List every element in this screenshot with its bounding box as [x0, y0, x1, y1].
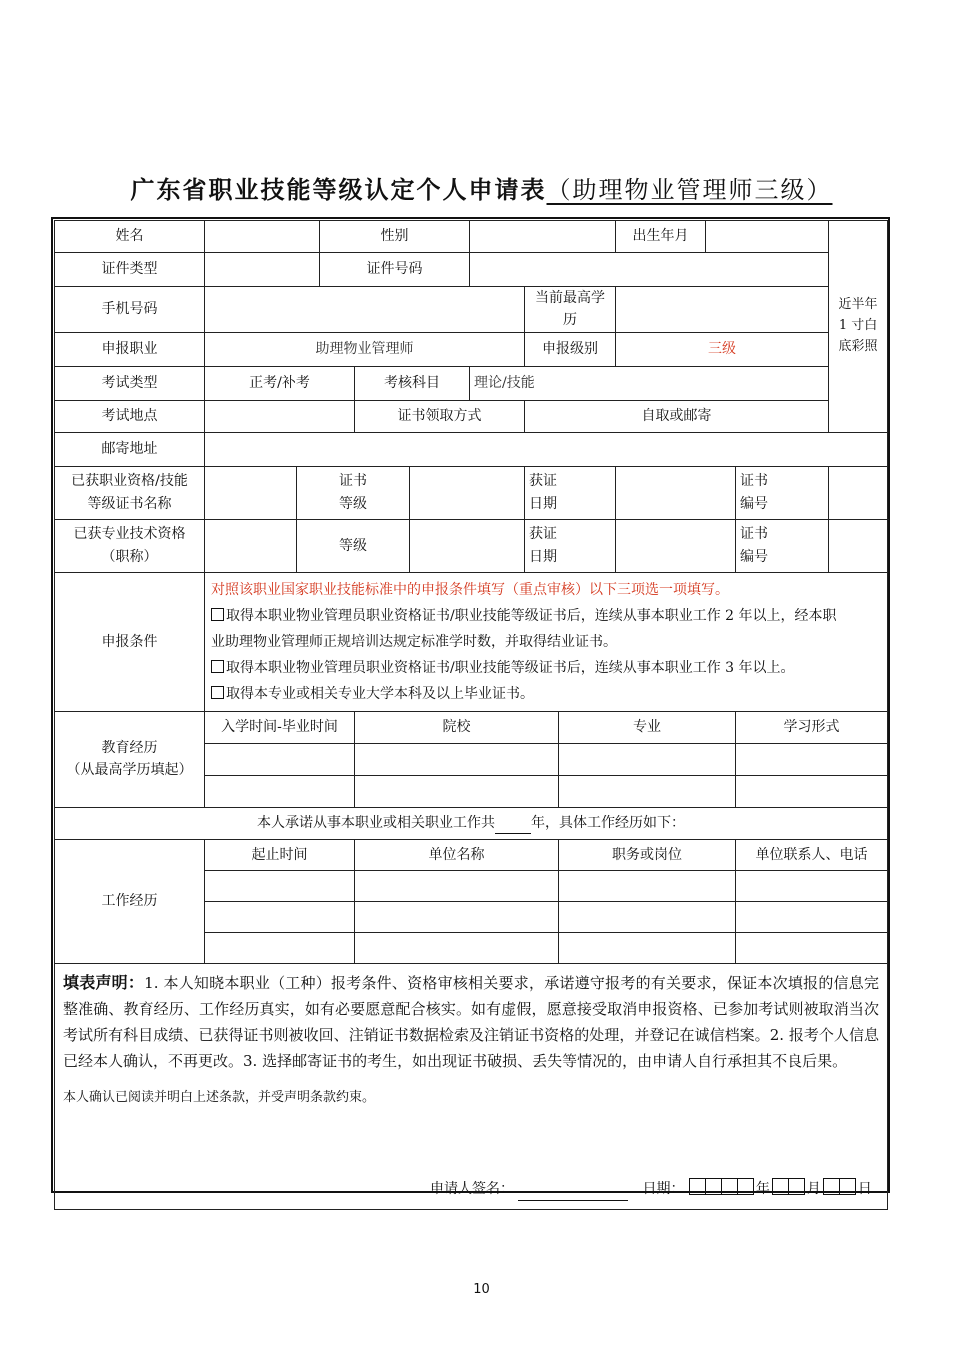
cert-method-value[interactable]: 自取或邮寄 [525, 400, 829, 432]
vocational-cert-label-line1: 已获职业资格/技能 [71, 473, 188, 490]
education-header-school: 院校 [355, 711, 559, 743]
title-subtitle: （助理物业管理师三级） [546, 176, 833, 204]
exam-place-input[interactable] [205, 400, 355, 432]
work-header-position: 职务或岗位 [559, 839, 736, 870]
professional-title-label-line2: （职称） [101, 548, 158, 565]
month-digit-box[interactable] [772, 1178, 789, 1195]
vocational-cert-number-input[interactable] [829, 466, 888, 519]
level-label-text: 等级 [339, 495, 367, 512]
work-row-1-period[interactable] [205, 870, 355, 901]
id-number-label: 证件号码 [320, 253, 470, 287]
declaration-section [55, 963, 888, 1209]
education-history-label [55, 711, 205, 807]
professional-title-label [55, 519, 205, 572]
checkbox-icon[interactable] [211, 686, 224, 699]
conditions-content [205, 572, 888, 711]
day-label: 日 [857, 1181, 872, 1198]
work-header-contact: 单位联系人、电话 [736, 839, 888, 870]
professional-level-label: 等级 [297, 519, 410, 572]
occupation-value[interactable]: 助理物业管理师 [205, 332, 525, 366]
conditions-note: 对照该职业国家职业技能标准中的申报条件填写（重点审核）以下三项选一项填写。 [211, 581, 729, 598]
date-label-text: 日期 [529, 548, 558, 565]
vocational-cert-level-input[interactable] [410, 466, 525, 519]
vocational-cert-label-line2: 等级证书名称 [87, 495, 172, 512]
subject-label: 考核科目 [355, 366, 470, 400]
mobile-input[interactable] [205, 287, 525, 333]
work-row-2-employer[interactable] [355, 901, 559, 932]
education-header-mode: 学习形式 [736, 711, 888, 743]
vocational-cert-label [55, 466, 205, 519]
professional-title-label-line1: 已获专业技术资格 [73, 526, 186, 543]
professional-date-label [525, 519, 616, 572]
declaration-confirm: 本人确认已阅读并明白上述条款，并受声明条款约束。 [63, 1089, 376, 1105]
education-row-1-major[interactable] [559, 743, 736, 775]
signature-input[interactable] [518, 1184, 628, 1201]
education-history-label-line1: 教育经历 [101, 739, 158, 756]
work-row-3-contact[interactable] [736, 932, 888, 963]
level-value[interactable]: 三级 [616, 332, 829, 366]
declaration-body: 1. 本人知晓本职业（工种）报考条件、资格审核相关要求，承诺遵守报考的有关要求，保证本次填报的信息完整准确、教育经历、工作经历真实，如有必要愿意配合核实。如有虚假，愿意接受取消申报资格、已参加考试则被取消当次考试所有科目成绩、已获得证书则被收回、注销证书数据检索及注销证书资格的处理，并登记在诚信档案。2. 报考个人信息已经本人确认，不再更改。3. 选择邮寄证书的考生，如出现证书破损、丢失等情况的，由申请人自行承担其不良后果。 [63, 973, 880, 1070]
checkbox-icon[interactable] [211, 660, 224, 673]
id-type-label: 证件类型 [55, 253, 205, 287]
work-row-1-contact[interactable] [736, 870, 888, 901]
work-row-3-period[interactable] [205, 932, 355, 963]
cert-label-text: 证书 [740, 473, 769, 490]
condition-option-1[interactable] [211, 603, 881, 629]
education-row-1-school[interactable] [355, 743, 559, 775]
month-digit-box[interactable] [788, 1178, 805, 1195]
day-digit-box[interactable] [823, 1178, 840, 1195]
get-label-text: 获证 [529, 526, 558, 543]
commitment-text-before: 本人承诺从事本职业或相关职业工作共 [257, 815, 495, 832]
mail-address-input[interactable] [205, 432, 888, 466]
photo-box[interactable] [829, 221, 888, 433]
exam-place-label: 考试地点 [55, 400, 205, 432]
work-header-period: 起止时间 [205, 839, 355, 870]
vocational-cert-number-label [736, 466, 829, 519]
education-row-2-mode[interactable] [736, 775, 888, 807]
work-history-label: 工作经历 [55, 839, 205, 963]
exam-type-label: 考试类型 [55, 366, 205, 400]
work-row-3-position[interactable] [559, 932, 736, 963]
work-row-2-position[interactable] [559, 901, 736, 932]
professional-number-input[interactable] [829, 519, 888, 572]
work-row-1-employer[interactable] [355, 870, 559, 901]
condition-option-1-text-b: 业助理物业管理师正规培训达规定标准学时数，并取得结业证书。 [211, 633, 617, 650]
education-level-label: 当前最高学历 [525, 287, 616, 333]
professional-level-input[interactable] [410, 519, 525, 572]
education-level-input[interactable] [616, 287, 829, 333]
education-row-2-period[interactable] [205, 775, 355, 807]
subject-value[interactable]: 理论/技能 [470, 366, 829, 400]
work-years-commitment [55, 807, 888, 839]
work-years-input[interactable] [495, 819, 531, 834]
education-header-period: 入学时间-毕业时间 [205, 711, 355, 743]
birth-label: 出生年月 [616, 221, 706, 253]
id-type-input[interactable] [205, 253, 320, 287]
page-number: 10 [473, 1282, 490, 1297]
cert-label-text: 证书 [339, 473, 367, 490]
education-row-1-mode[interactable] [736, 743, 888, 775]
cert-method-label: 证书领取方式 [355, 400, 525, 432]
professional-number-label [736, 519, 829, 572]
photo-label: 近半年 1 寸白底彩照 [838, 297, 878, 354]
form-title [0, 170, 963, 205]
year-label: 年 [755, 1181, 770, 1198]
vocational-cert-date-label [525, 466, 616, 519]
date-label: 日期： [642, 1181, 685, 1198]
work-row-2-period[interactable] [205, 901, 355, 932]
name-input[interactable] [205, 221, 320, 253]
name-label: 姓名 [55, 221, 205, 253]
declaration-heading: 填表声明： [63, 972, 145, 992]
number-label-text: 编号 [740, 548, 769, 565]
vocational-cert-level-label [297, 466, 410, 519]
condition-option-3[interactable] [211, 681, 881, 707]
commitment-text-after: 年，具体工作经历如下： [531, 815, 685, 832]
exam-type-value[interactable]: 正考/补考 [205, 366, 355, 400]
birth-input[interactable] [706, 221, 829, 253]
condition-option-2-text: 取得本职业物业管理员职业资格证书/职业技能等级证书后，连续从事本职业工作 3 年以上。 [226, 659, 795, 676]
day-digit-box[interactable] [839, 1178, 856, 1195]
condition-option-2[interactable] [211, 655, 881, 681]
id-number-input[interactable] [470, 253, 829, 287]
condition-option-1-text-a: 取得本职业物业管理员职业资格证书/职业技能等级证书后，连续从事本职业工作 2 年以上，经本职 [226, 607, 837, 624]
education-row-1-period[interactable] [205, 743, 355, 775]
mail-address-label: 邮寄地址 [55, 432, 205, 466]
year-digit-box[interactable] [689, 1178, 706, 1195]
work-row-2-contact[interactable] [736, 901, 888, 932]
conditions-label: 申报条件 [55, 572, 205, 711]
education-row-2-school[interactable] [355, 775, 559, 807]
year-digit-box[interactable] [705, 1178, 722, 1195]
get-label-text: 获证 [529, 473, 558, 490]
year-digit-box[interactable] [721, 1178, 738, 1195]
signature-label: 申请人签名： [430, 1181, 514, 1198]
date-label-text: 日期 [529, 495, 558, 512]
vocational-cert-name-input[interactable] [205, 466, 297, 519]
professional-date-input[interactable] [616, 519, 736, 572]
number-label-text: 编号 [740, 495, 769, 512]
work-header-employer: 单位名称 [355, 839, 559, 870]
occupation-label: 申报职业 [55, 332, 205, 366]
checkbox-icon[interactable] [211, 608, 224, 621]
education-header-major: 专业 [559, 711, 736, 743]
signature-row [430, 1178, 872, 1200]
condition-option-3-text: 取得本专业或相关专业大学本科及以上毕业证书。 [226, 685, 534, 702]
year-digit-box[interactable] [737, 1178, 754, 1195]
vocational-cert-date-input[interactable] [616, 466, 736, 519]
work-row-1-position[interactable] [559, 870, 736, 901]
title-main: 广东省职业技能等级认定个人申请表 [130, 175, 547, 204]
gender-input[interactable] [470, 221, 616, 253]
level-label: 申报级别 [525, 332, 616, 366]
application-form-table [54, 220, 888, 1210]
education-row-2-major[interactable] [559, 775, 736, 807]
education-history-label-line2: （从最高学历填起） [66, 762, 193, 779]
work-row-3-employer[interactable] [355, 932, 559, 963]
declaration-text [63, 970, 879, 1074]
mobile-label: 手机号码 [55, 287, 205, 333]
month-label: 月 [806, 1181, 821, 1198]
cert-label-text: 证书 [740, 526, 769, 543]
gender-label: 性别 [320, 221, 470, 253]
professional-title-input[interactable] [205, 519, 297, 572]
